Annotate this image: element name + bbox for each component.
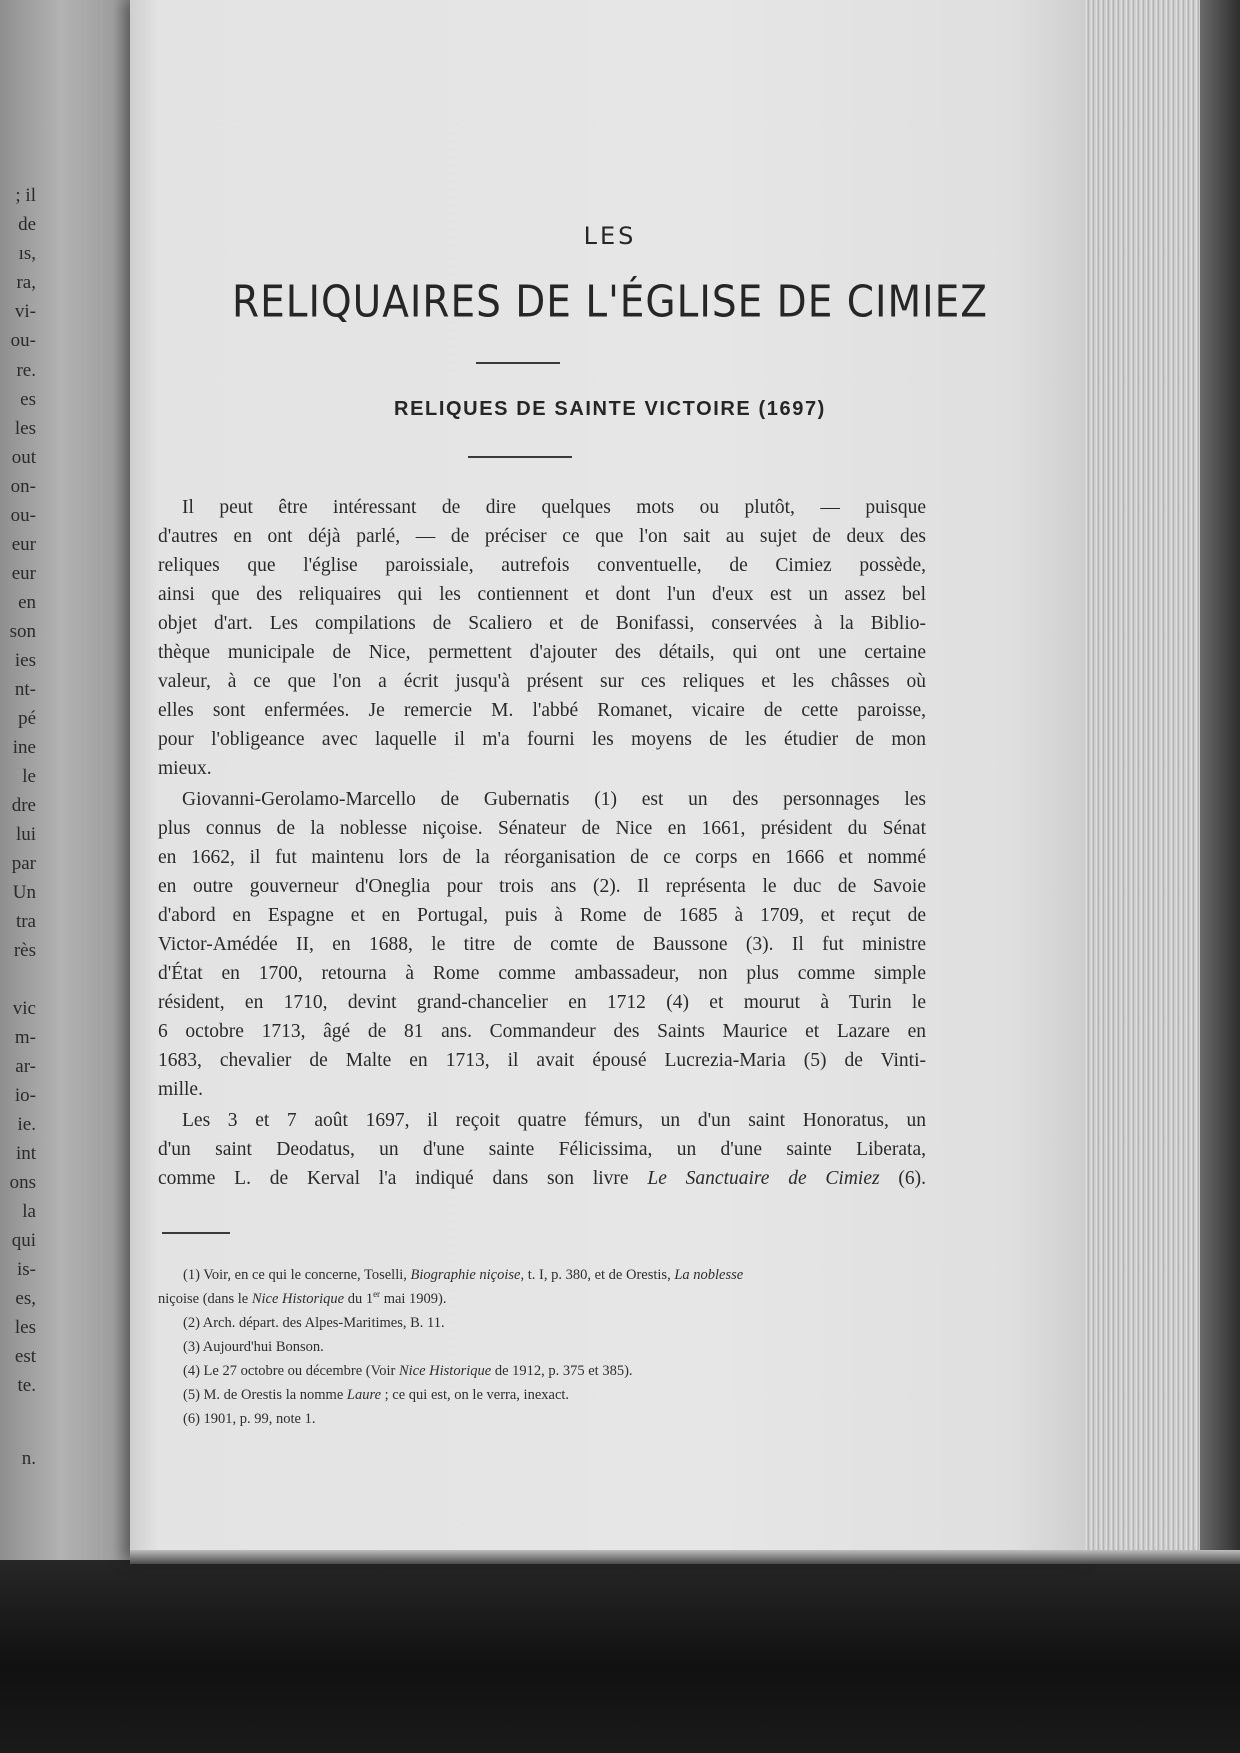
previous-page-text-fragment: dre (11, 795, 36, 816)
previous-page-text-fragment: nt- (14, 679, 36, 700)
text-span: niçoise (dans le (158, 1291, 252, 1307)
section-title: RELIQUES DE SAINTE VICTOIRE (1697) (394, 398, 826, 420)
text-line: plus connus de la noblesse niçoise. Sénateur de Nice en 1661, président du Sénat (158, 818, 926, 839)
previous-page-text-fragment: ie. (17, 1114, 36, 1135)
previous-page-text-fragment: te. (17, 1375, 36, 1396)
text-line: d'État en 1700, retourna à Rome comme ambassadeur, non plus comme simple (158, 963, 926, 984)
text-line: en outre gouverneur d'Oneglia pour trois ans (2). Il représenta le duc de Savoie (158, 876, 926, 897)
text-line: objet d'art. Les compilations de Scaliero et de Bonifassi, conservées à la Biblio- (158, 613, 926, 634)
text-line: thèque municipale de Nice, permettent d'ajouter des détails, qui ont une certaine (158, 642, 926, 663)
text-line: d'autres en ont déjà parlé, — de préciser ce que l'on sait au sujet de deux des (158, 526, 926, 547)
text-line: d'abord en Espagne et en Portugal, puis à Rome de 1685 à 1709, et reçut de (158, 905, 926, 926)
footnote-3: (3) Aujourd'hui Bonson. (183, 1339, 324, 1355)
text-line: mille. (158, 1079, 203, 1100)
text-line: pour l'obligeance avec laquelle il m'a fourni les moyens de les étudier de mon (158, 729, 926, 750)
previous-page-text-fragment: qui (11, 1230, 36, 1251)
previous-page-text-fragment: eur (11, 534, 36, 555)
text-line: 1683, chevalier de Malte en 1713, il avait épousé Lucrezia-Maria (5) de Vinti- (158, 1050, 926, 1071)
book-title: Laure (346, 1387, 382, 1403)
previous-page-text-fragment: re. (16, 360, 36, 381)
text-line: valeur, à ce que l'on a écrit jusqu'à présent sur ces reliques et les châsses où (158, 671, 926, 692)
scanner-background (0, 1540, 1240, 1753)
section-rule (468, 456, 572, 458)
text-span: ; ce qui est, on le verra, inexact. (381, 1387, 570, 1403)
text-line: d'un saint Deodatus, un d'une sainte Félicissima, un d'une sainte Liberata, (158, 1139, 926, 1160)
text-line: Il peut être intéressant de dire quelques mots ou plutôt, — puisque (182, 497, 926, 518)
title-rule (476, 362, 560, 364)
previous-page-text-fragment: son (9, 621, 36, 642)
footnote-6: (6) 1901, p. 99, note 1. (183, 1411, 316, 1427)
previous-page-text-fragment: Un (12, 882, 36, 903)
previous-page-text-fragment: ıs, (18, 243, 36, 264)
previous-page-text-fragment: io- (14, 1085, 36, 1106)
previous-page-text-fragment: la (22, 1201, 36, 1222)
book-title: Nice Historique (251, 1291, 345, 1307)
previous-page-text-fragment: n. (21, 1448, 36, 1469)
previous-page-text-fragment: les (14, 418, 36, 439)
text-span: (4) Le 27 octobre ou décembre (Voir (183, 1363, 399, 1379)
footnote-4 (183, 1361, 943, 1381)
text-span: comme L. de Kerval l'a indiqué dans son livre (158, 1168, 648, 1189)
text-span: (6). (879, 1168, 926, 1189)
text-line: mieux. (158, 758, 212, 779)
text-line: en 1662, il fut maintenu lors de la réorganisation de ce corps en 1666 et nommé (158, 847, 926, 868)
text-line: résident, en 1710, devint grand-chancelier en 1712 (4) et mourut à Turin le (158, 992, 926, 1013)
previous-page-text-fragment: le (22, 766, 36, 787)
previous-page-text-fragment: vic (12, 998, 36, 1019)
previous-page-text-fragment: est (14, 1346, 36, 1367)
text-line: Les 3 et 7 août 1697, il reçoit quatre fémurs, un d'un saint Honoratus, un (182, 1110, 926, 1131)
previous-page-text-fragment: es (20, 389, 36, 410)
previous-page-text-fragment: tra (15, 911, 36, 932)
text-line: Giovanni-Gerolamo-Marcello de Gubernatis (1) est un des personnages les (182, 789, 926, 810)
previous-page-text-fragment: par (11, 853, 36, 874)
previous-page-text-fragment: es, (15, 1288, 36, 1309)
footnote-2: (2) Arch. départ. des Alpes-Maritimes, B. 11. (183, 1315, 445, 1331)
footnote-5 (183, 1385, 943, 1405)
previous-page-text-fragment: is- (17, 1259, 36, 1280)
previous-page-text-fragment: en (18, 592, 36, 613)
previous-page-text-fragment: rès (13, 940, 36, 961)
previous-page-text-fragment: ra, (16, 272, 36, 293)
previous-page-text-fragment: ; il (15, 185, 36, 206)
text-line: ainsi que des reliquaires qui les contiennent et dont l'un d'eux est un assez bel (158, 584, 926, 605)
previous-page-text-fragment: de (18, 214, 36, 235)
footnote-1-continued (158, 1289, 918, 1309)
previous-page-text-fragment: m- (14, 1027, 36, 1048)
previous-page-text-fragment: ou- (10, 505, 36, 526)
book-title: Biographie niçoise (410, 1267, 521, 1283)
previous-page-text-fragment: ons (9, 1172, 36, 1193)
previous-page-text-fragment: les (14, 1317, 36, 1338)
text-span: de 1912, p. 375 et 385). (491, 1363, 633, 1379)
previous-page-text-fragment: out (11, 447, 36, 468)
article-title: RELIQUAIRES DE L'ÉGLISE DE CIMIEZ (231, 277, 988, 328)
previous-page-text-fragment: ies (14, 650, 36, 671)
previous-page-text-fragment: eur (11, 563, 36, 584)
page-bottom-edge (130, 1550, 1240, 1564)
book-title: La noblesse (674, 1267, 744, 1283)
text-span: (5) M. de Orestis la nomme (183, 1387, 347, 1403)
previous-page-text-fragment: ou- (10, 330, 36, 351)
superscript: er (373, 1289, 381, 1300)
text-span: mai 1909). (380, 1291, 447, 1307)
previous-page-text-fragment: ine (12, 737, 36, 758)
text-line: reliques que l'église paroissiale, autrefois conventuelle, de Cimiez possède, (158, 555, 926, 576)
text-span: (1) Voir, en ce qui le concerne, Toselli, (183, 1267, 411, 1283)
text-span: , t. I, p. 380, et de Orestis, (520, 1267, 675, 1283)
previous-page-text-fragment: vi- (14, 301, 36, 322)
book-cover-edge (1200, 0, 1240, 1560)
footnote-rule (162, 1232, 230, 1234)
text-line (158, 1165, 926, 1193)
text-line: elles sont enfermées. Je remercie M. l'abbé Romanet, vicaire de cette paroisse, (158, 700, 926, 721)
text-line: Victor-Amédée II, en 1688, le titre de comte de Baussone (3). Il fut ministre (158, 934, 926, 955)
previous-page-text-fragment: int (15, 1143, 36, 1164)
book-title: Le Sanctuaire de Cimiez (647, 1168, 880, 1189)
text-span: du 1 (344, 1291, 374, 1307)
book-title: Nice Historique (398, 1363, 492, 1379)
pre-title: LES (583, 222, 637, 250)
previous-page-text-fragment: lui (15, 824, 36, 845)
previous-page-edge (0, 0, 150, 1560)
previous-page-text-fragment: on- (10, 476, 36, 497)
footnote-1 (183, 1265, 943, 1285)
previous-page-text-fragment: ar- (15, 1056, 36, 1077)
text-line: 6 octobre 1713, âgé de 81 ans. Commandeur des Saints Maurice et Lazare en (158, 1021, 926, 1042)
previous-page-text-fragment: pé (18, 708, 36, 729)
